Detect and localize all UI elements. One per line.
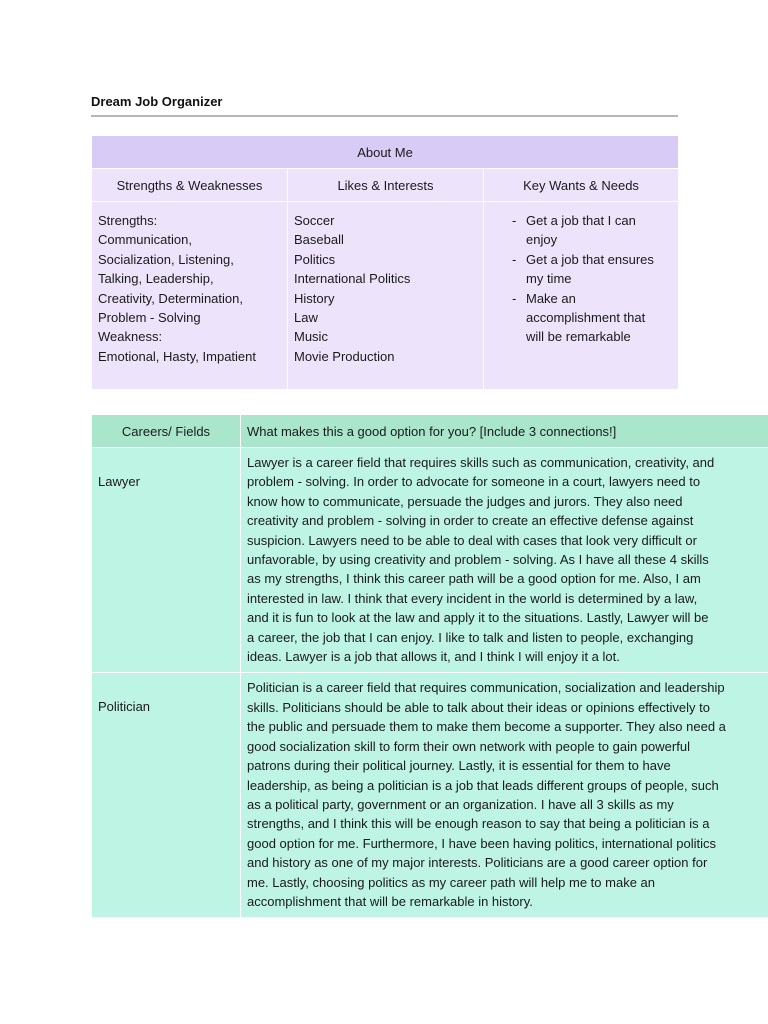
- reason-line: unfavorable, by using creativity and problem - solving. As I have all these 4 skills: [247, 552, 709, 568]
- likes-interests-cell: [288, 202, 484, 390]
- reason-line: as a political party, government or an organization. I have all 3 skills as my: [247, 796, 674, 812]
- reason-line: patrons during their political journey. Lastly, it is essential for them to have: [247, 758, 671, 774]
- strengths-line: Talking, Leadership,: [98, 271, 214, 287]
- careers-table: [91, 414, 768, 918]
- list-dash: -: [512, 251, 517, 267]
- likes-interests-header: Likes & Interests: [288, 169, 484, 202]
- wants-list: [490, 211, 672, 347]
- reason-line: me. Lastly, choosing politics as my career path will help me to make an: [247, 874, 655, 890]
- wants-list-item: [490, 211, 672, 250]
- interest-item: Movie Production: [294, 348, 395, 364]
- career-name-cell: Politician: [92, 673, 241, 918]
- wants-text-line: Get a job that I can: [526, 213, 636, 228]
- strengths-weaknesses-cell: [92, 202, 288, 390]
- careers-fields-header: Careers/ Fields: [92, 415, 241, 448]
- good-option-header: What makes this a good option for you? [Include 3 connections!]: [241, 415, 768, 448]
- weakness-line: Emotional, Hasty, Impatient: [98, 348, 256, 364]
- reason-line: strengths, and I think this will be enough reason to say that being a politician is a: [247, 816, 710, 832]
- reason-line: accomplishment that will be remarkable in history.: [247, 893, 533, 909]
- wants-text-line: will be remarkable: [526, 329, 631, 345]
- interest-item: International Politics: [294, 271, 411, 287]
- list-dash: -: [512, 213, 517, 228]
- interest-item: Politics: [294, 251, 336, 267]
- reason-line: Politician is a career field that requires communication, socialization and leadership: [247, 680, 725, 696]
- document-title: Dream Job Organizer: [91, 94, 223, 109]
- strengths-line: Creativity, Determination,: [98, 290, 243, 306]
- reason-line: problem - solving. In order to advocate for someone in a court, lawyers need to: [247, 474, 701, 490]
- wants-text-line: enjoy: [526, 232, 558, 248]
- reason-line: and it is fun to look at the law and apply it to the situations. Lastly, Lawyer will be: [247, 610, 709, 626]
- about-me-header: About Me: [92, 136, 679, 169]
- wants-list-item: [490, 250, 672, 289]
- reason-line: leadership, as being a politician is a job that leads different groups of people, such: [247, 777, 719, 793]
- career-name-cell: Lawyer: [92, 448, 241, 673]
- interest-item: Law: [294, 310, 318, 326]
- reason-line: Lawyer is a career field that requires skills such as communication, creativity, and: [247, 455, 715, 470]
- reason-line: interested in law. I think that every incident in the world is determined by a law,: [247, 590, 698, 606]
- reason-line: ideas. Lawyer is a job that allows it, and I think I will enjoy it a lot.: [247, 649, 620, 665]
- strengths-weaknesses-header: Strengths & Weaknesses: [92, 169, 288, 202]
- interest-item: Music: [294, 329, 328, 345]
- reason-line: know how to communicate, persuade the judges and jurors. They also need: [247, 493, 683, 509]
- reason-line: a career, the job that I can enjoy. I like to talk and listen to people, exchanging: [247, 629, 694, 645]
- career-reason-cell: [241, 673, 768, 918]
- reason-line: as my strengths, I think this career path will be a good option for me. Also, I am: [247, 571, 701, 587]
- reason-line: the public and persuade them to make them become a supporter. They also need a: [247, 719, 726, 735]
- reason-line: creativity and problem - solving in order to create an effective defense against: [247, 513, 694, 529]
- reason-line: good socialization skill to form their own network with people to gain powerful: [247, 738, 690, 754]
- table-row: [92, 448, 768, 673]
- interest-item: Baseball: [294, 232, 344, 248]
- wants-list-item: [490, 289, 672, 347]
- interest-item: Soccer: [294, 213, 335, 228]
- about-me-table: [91, 135, 679, 390]
- weakness-line: Weakness:: [98, 329, 163, 345]
- strengths-line: Problem - Solving: [98, 310, 201, 326]
- list-dash: -: [512, 290, 517, 306]
- wants-text-line: Make an: [526, 290, 576, 306]
- title-divider: [91, 115, 678, 117]
- strengths-line: Socialization, Listening,: [98, 251, 234, 267]
- strengths-line: Communication,: [98, 232, 192, 248]
- wants-text-line: Get a job that ensures: [526, 251, 654, 267]
- key-wants-needs-cell: [484, 202, 679, 390]
- interest-item: History: [294, 290, 335, 306]
- reason-line: and history as one of my major interests. Politicians are a good career option for: [247, 855, 708, 871]
- key-wants-needs-header: Key Wants & Needs: [484, 169, 679, 202]
- reason-line: suspicion. Lawyers need to be able to deal with cases that look very difficult or: [247, 532, 697, 548]
- wants-text-line: my time: [526, 271, 572, 287]
- strengths-line: Strengths:: [98, 213, 158, 228]
- reason-line: good option for me. Furthermore, I have been having politics, international politics: [247, 835, 716, 851]
- wants-text-line: accomplishment that: [526, 310, 646, 326]
- reason-line: skills. Politicians should be able to talk about their ideas or opinions effectively to: [247, 699, 710, 715]
- career-reason-cell: [241, 448, 768, 673]
- table-row: [92, 673, 768, 918]
